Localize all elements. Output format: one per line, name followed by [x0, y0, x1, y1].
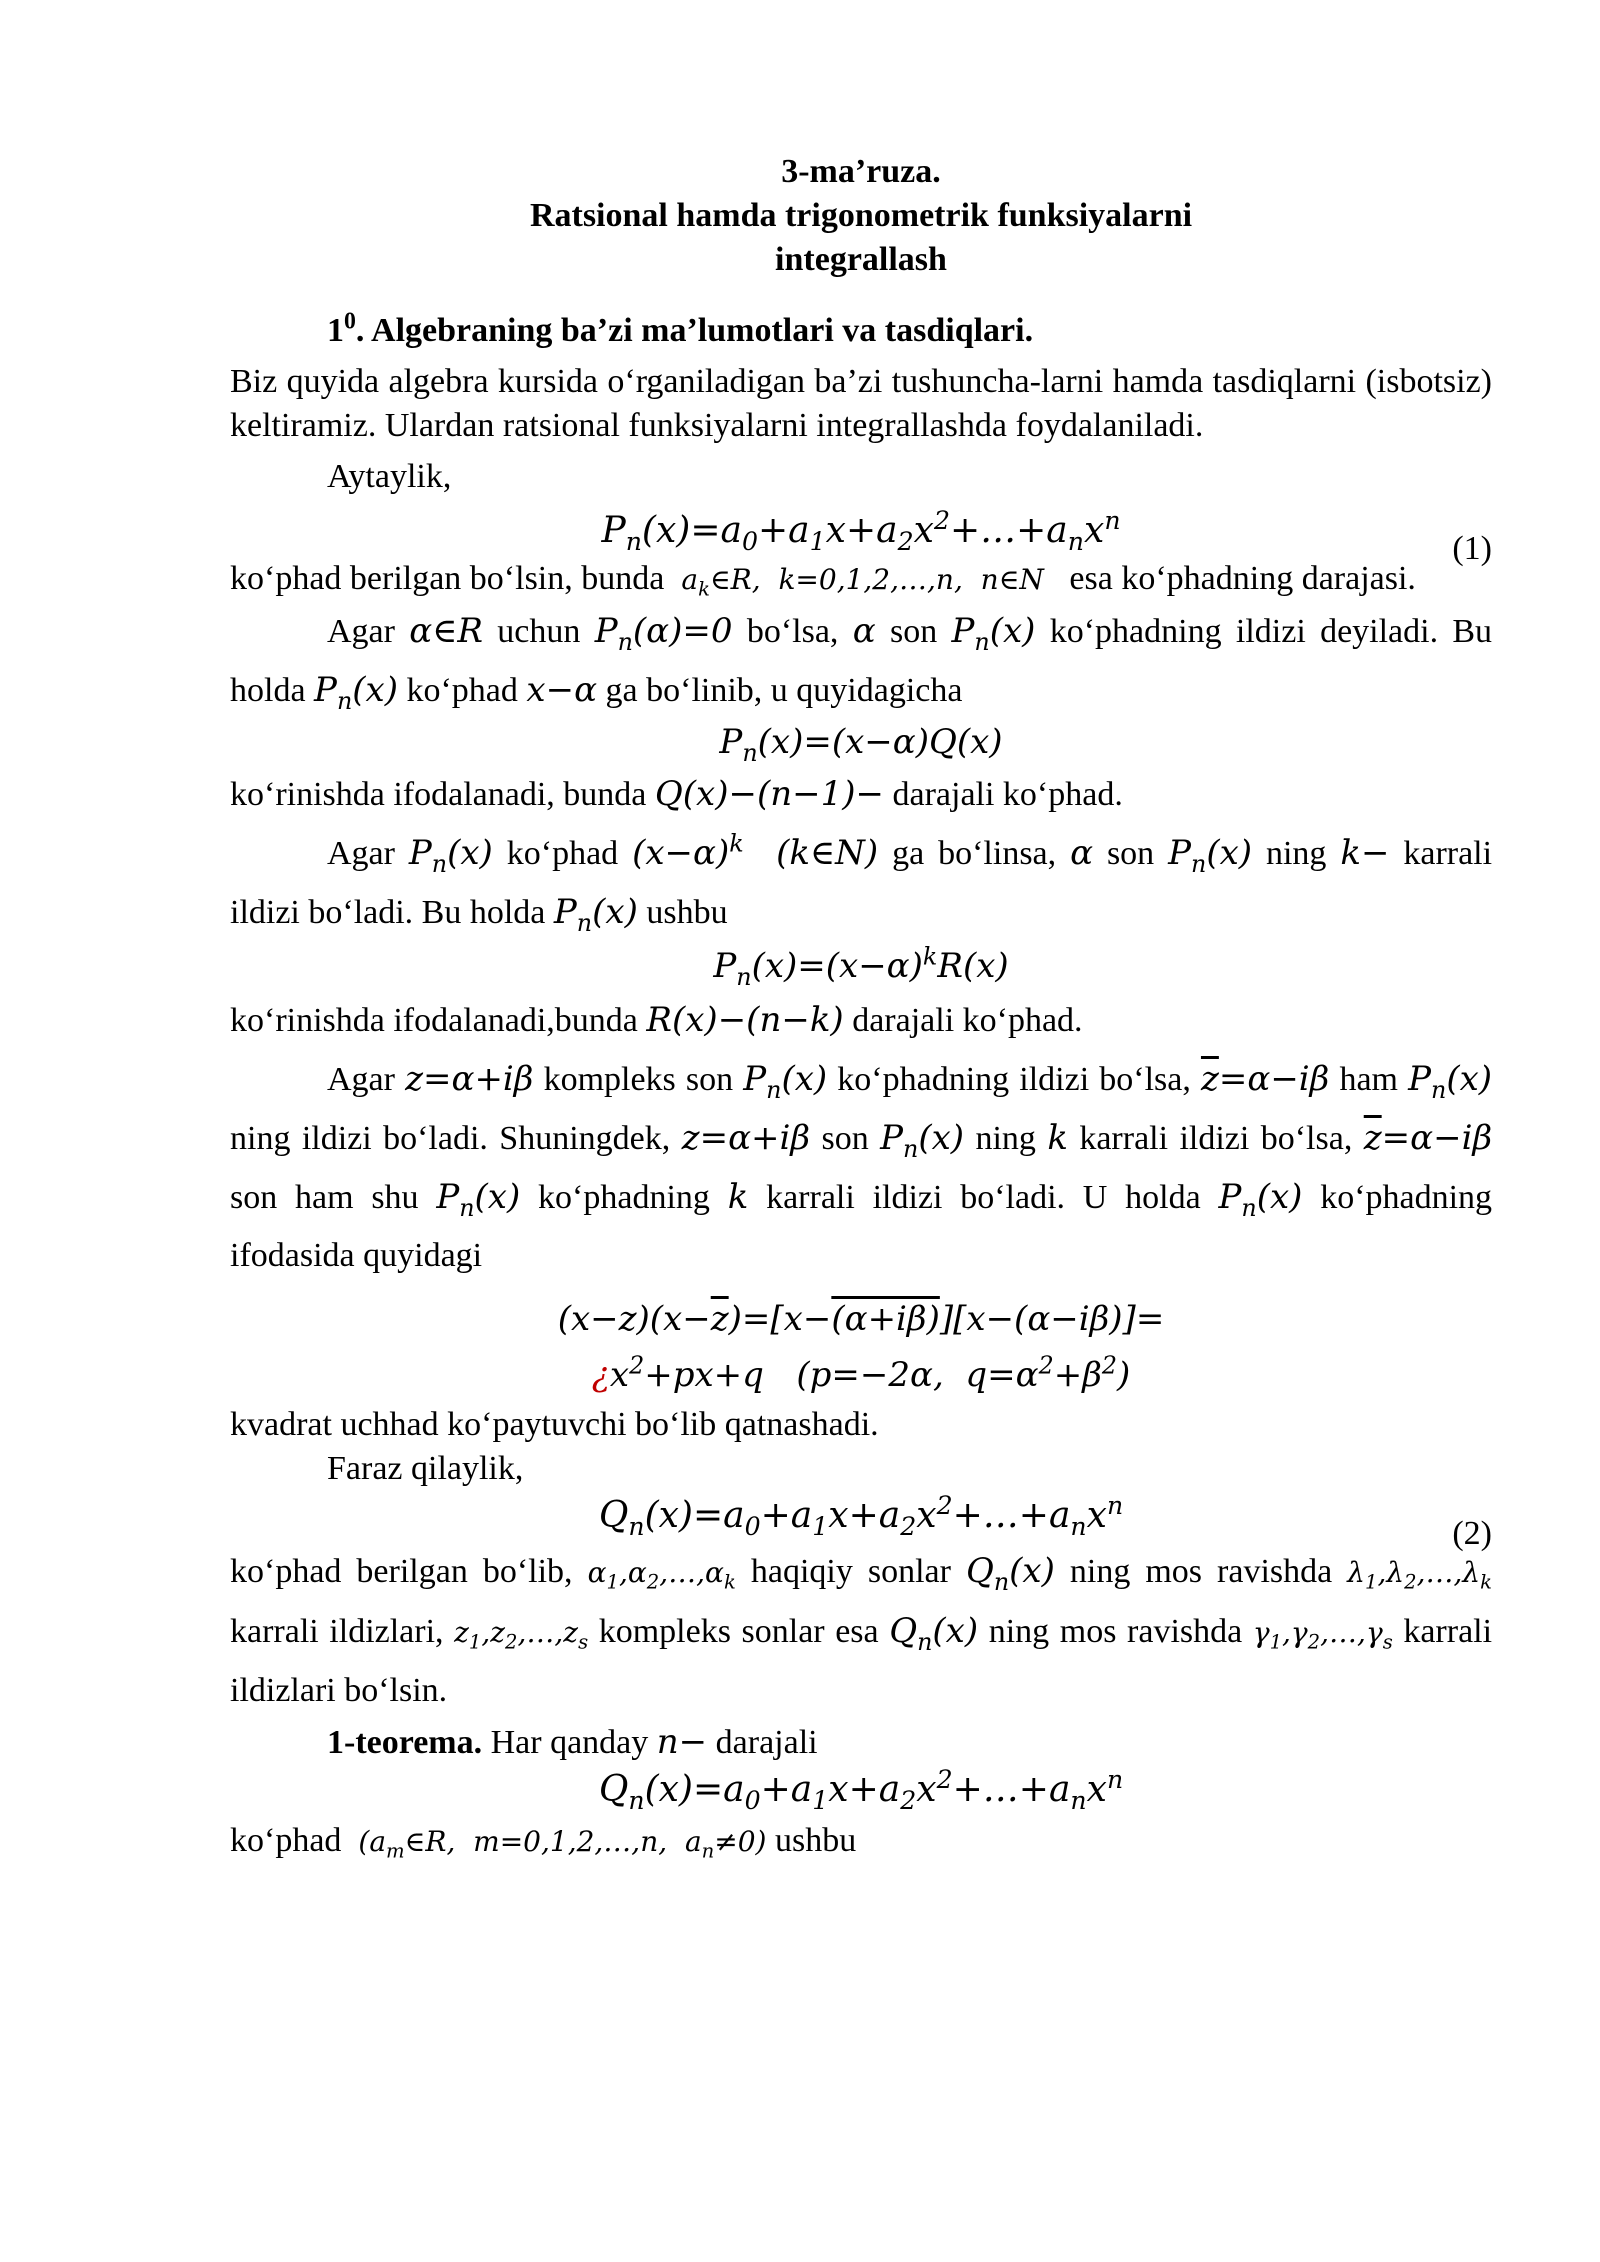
equation-theorem: $Q_n(x)=a_0+a_1x+a_2x^2+\dots+a_nx^n$ — [598, 1765, 1124, 1816]
section-heading — [230, 302, 1492, 360]
equation-2 — [230, 1491, 1492, 1552]
equation-quadratic — [230, 1291, 1492, 1403]
equation-factor-1: $P_n(x)=(x-\alpha)Q(x)$ — [719, 722, 1003, 767]
eq2-formula: $Q_n(x)=a_0+a_1x+a_2x^2+\dots+a_nx^n$ — [598, 1491, 1124, 1542]
section-number: 1 — [327, 312, 344, 349]
quadratic-line-1: $(x-z)(x-\overline{z})=[x-(\alpha+i\beta)][x-(\alpha-i\beta)]=$ — [557, 1299, 1165, 1339]
paragraph-q: ko‘rinishda ifodalanadi, bunda Q(x)−(n−1)− darajali ko‘phad. — [230, 774, 1123, 814]
paragraph-complex-root: Agar z=α+iβ kompleks son $P_n(x)$ ko‘phadning ildizi bo‘lsa, $\overline{z}=\alpha-i\beta$ ham $P_n(x)$ ning ildizi bo‘ladi. Shuningdek, z=α+iβ son $P_n(x)$ ning k karrali ildizi bo‘lsa, $\overline{z}=\alpha-i\beta$ son ham shu $P_n(x)$ ko‘phadning k karrali ildizi bo‘ladi. U holda $P_n(x)$ ko‘phadning ifodasida quyidagi — [230, 1059, 1493, 1274]
title-line-2: integrallash — [775, 241, 947, 278]
paragraph-root: Agar α∈R uchun $P_n(\alpha)=0$ bo‘lsa, α son $P_n(x)$ ko‘phadning ildizi deyiladi. Bu holda $P_n(x)$ ko‘phad x−α ga bo‘linib, u quyidagicha — [230, 611, 1493, 715]
lecture-heading — [230, 150, 1492, 282]
paragraph-multiple-root: Agar $P_n(x)$ ko‘phad $(x-\alpha)^k$ (k∈N) ga bo‘linsa, α son $P_n(x)$ ning k− karrali ildizi bo‘ladi. Bu holda $P_n(x)$ ushbu — [230, 829, 1493, 937]
equation-1 — [230, 506, 1492, 567]
theorem-label: 1-teorema. — [327, 1724, 483, 1761]
paragraph-kophad: ko‘phad berilgan bo‘lsin, bunda $a_k\in R$, k=0,1,2,…,n, n∈N esa ko‘phadning darajasi. — [230, 560, 1416, 601]
quadratic-line-2: ¿$x^2+px+q$ (p=−2α, $q=\alpha^2+\beta^2$) — [591, 1351, 1131, 1395]
faraz-line: Faraz qilaylik, — [327, 1450, 524, 1487]
title-line-1: Ratsional hamda trigonometrik funksiyalarni — [529, 197, 1193, 234]
paragraph-roots-list: ko‘phad berilgan bo‘lib, $\alpha_1,\alpha_2,\dots,\alpha_k$ haqiqiy sonlar $Q_n(x)$ ning mos ravishda $\lambda_1,\lambda_2,\dots,\lambda_k$ karrali ildizlari, $z_1,z_2,\dots,z_s$ kompleks sonlar esa $Q_n(x)$ ning mos ravishda $\gamma_1,\gamma_2,\dots,\gamma_s$ karrali ildizlari bo‘lsin. — [230, 1551, 1493, 1709]
theorem-line: 1-teorema. Har qanday n− darajali — [327, 1722, 818, 1762]
eq1-formula: $P_n(x)=a_0+a_1x+a_2x^2+\dots+a_nx^n$ — [601, 506, 1121, 557]
section-title: . Algebraning ba’zi ma’lumotlari va tasdiqlari. — [355, 312, 1034, 349]
document-page — [230, 150, 1492, 1867]
eq2-number: (2) — [1452, 1515, 1492, 1552]
lecture-number: 3-ma’ruza. — [781, 153, 941, 190]
paragraph-last: ko‘phad ($a_m\in R$, m=0,1,2,…,n, $a_n\ne 0$) ushbu — [230, 1822, 857, 1863]
intro-paragraph: Biz quyida algebra kursida o‘rganiladigan ba’zi tushuncha-larni hamda tasdiqlarni (isbotsiz) keltiramiz. Ulardan ratsional funksiyalarni integrallashda foydalaniladi. — [230, 363, 1492, 444]
paragraph-r: ko‘rinishda ifodalanadi,bunda R(x)−(n−k) darajali ko‘phad. — [230, 1000, 1083, 1040]
equation-factor-k: $P_n(x)=(x-\alpha)^kR(x)$ — [713, 942, 1009, 991]
aytaylik-line: Aytaylik, — [327, 458, 452, 495]
eq1-number: (1) — [1452, 530, 1492, 567]
paragraph-kvadrat: kvadrat uchhad ko‘paytuvchi bo‘lib qatnashadi. — [230, 1406, 879, 1443]
section-degree: 0 — [344, 308, 356, 335]
